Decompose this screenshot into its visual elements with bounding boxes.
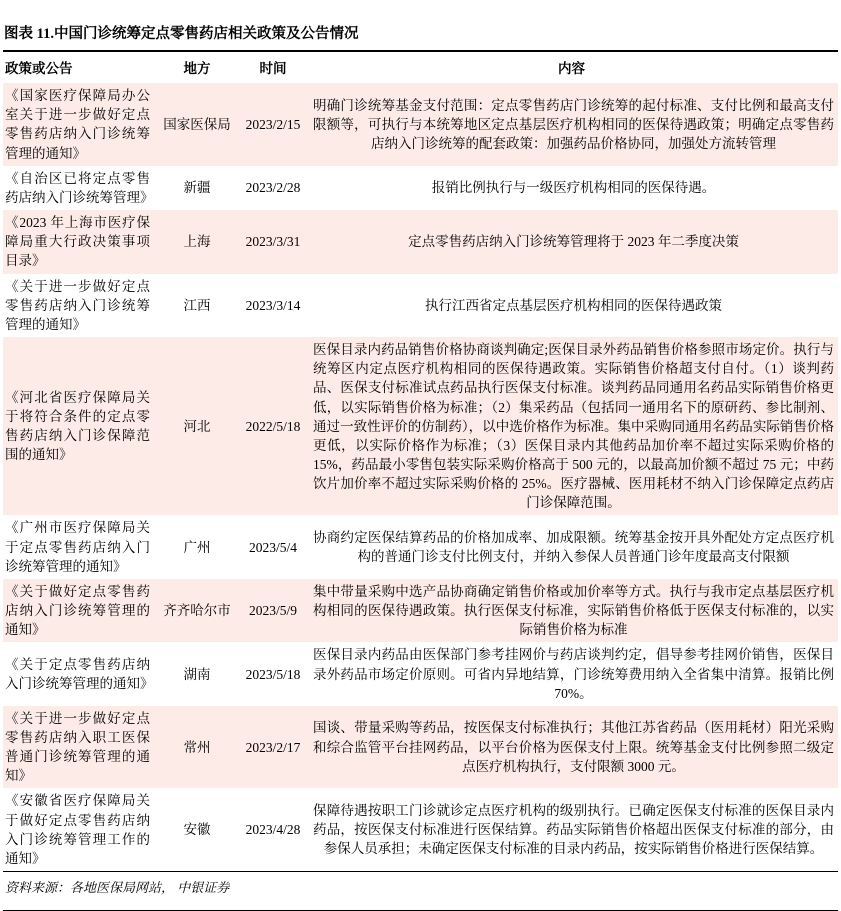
date-cell: 2023/5/18 — [245, 666, 301, 682]
table-row — [3, 788, 838, 871]
content-cell: 定点零售药店纳入门诊统筹管理将于 2023 年二季度决策 — [305, 210, 838, 273]
content-cell: 医保目录内药品由医保部门参考挂网价与药店谈判约定，倡导参考挂网价销售，医保目录外药品市场定价原则。可省内异地结算，门诊统筹费用纳入全省集中清算。报销比例 70%。 — [313, 647, 834, 701]
source-note: 资料来源：各地医保局网站， 中银证券 — [3, 871, 838, 910]
table-row — [3, 166, 838, 210]
region-cell: 广州 — [183, 539, 211, 555]
table-row — [3, 274, 838, 337]
column-header-date: 时间 — [259, 61, 287, 76]
content-cell: 报销比例执行与一级医疗机构相同的医保待遇。 — [431, 180, 716, 196]
date-cell: 2023/5/9 — [241, 579, 305, 642]
content-cell: 保障待遇按职工门诊就诊定点医疗机构的级别执行。已确定医保支付标准的医保目录内药品，按医保支付标准进行医保结算。药品实际销售价格超出医保支付标准的部分，由参保人员承担；未确定医保支付标准的目录内药品，按实际销售价格进行医保结算。 — [313, 803, 834, 857]
policy-cell: 《2023 年上海市医疗保障局重大行政决策事项目录》 — [3, 210, 153, 273]
policy-table — [3, 52, 838, 871]
table-row — [3, 515, 838, 578]
policy-cell: 《安徽省医疗保障局关于做好定点零售药店纳入门诊统筹管理工作的通知》 — [5, 793, 150, 866]
figure-title: 图表 11.中国门诊统筹定点零售药店相关政策及公告情况 — [3, 20, 838, 52]
date-cell: 2023/3/31 — [241, 210, 305, 273]
content-cell: 明确门诊统筹基金支付范围：定点零售药店门诊统筹的起付标准、支付比例和最高支付限额等，可执行与本统筹地区定点基层医疗机构相同的医保待遇政策；明确定点零售药店纳入门诊统筹的配套政策：加强药品价格协同，加强处方流转管理 — [305, 83, 838, 166]
column-header-policy: 政策或公告 — [5, 61, 73, 76]
content-cell: 国谈、带量采购等药品，按医保支付标准执行；其他江苏省药品（医用耗材）阳光采购和综合监管平台挂网药品，以平台价格为医保支付上限。统筹基金支付比例参照二级定点医疗机构执行，支付限额 3000 元。 — [305, 706, 838, 789]
date-cell: 2023/2/28 — [245, 180, 301, 196]
policy-cell: 《关于定点零售药店纳入门诊统筹管理的通知》 — [5, 656, 154, 692]
policy-cell: 《国家医疗保障局办公室关于进一步做好定点零售药店纳入门诊统筹管理的通知》 — [3, 83, 153, 166]
region-cell: 河北 — [153, 337, 241, 515]
column-header-region: 地方 — [183, 61, 211, 76]
policy-cell: 《关于做好定点零售药店纳入门诊统筹管理的通知》 — [3, 579, 153, 642]
content-cell: 执行江西省定点基层医疗机构相同的医保待遇政策 — [425, 297, 722, 313]
date-cell: 2023/3/14 — [245, 297, 301, 313]
date-cell: 2023/5/4 — [248, 539, 297, 555]
date-cell: 2023/2/15 — [241, 83, 305, 166]
table-row — [3, 642, 838, 705]
region-cell: 江西 — [183, 297, 211, 313]
region-cell: 齐齐哈尔市 — [153, 579, 241, 642]
content-cell: 集中带量采购中选产品协商确定销售价格或加价率等方式。执行与我市定点基层医疗机构相同的医保待遇政策。执行医保支付标准，实际销售价格低于医保支付标准的，以实际销售价格为标准 — [305, 579, 838, 642]
table-row — [3, 83, 838, 166]
policy-cell: 《自治区已将定点零售药店纳入门诊统筹管理》 — [5, 170, 154, 205]
policy-cell: 《关于进一步做好定点零售药店纳入门诊统筹管理的通知》 — [5, 278, 150, 332]
date-cell: 2022/5/18 — [241, 337, 305, 515]
table-row — [3, 210, 838, 273]
policy-cell: 《河北省医疗保障局关于将符合条件的定点零售药店纳入门诊保障范围的通知》 — [3, 337, 153, 515]
table-row — [3, 337, 838, 515]
content-cell: 协商约定医保结算药品的价格加成率、加成限额。统筹基金按开具外配处方定点医疗机构的普通门诊支付比例支付，并纳入参保人员普通门诊年度最高支付限额 — [313, 530, 834, 565]
date-cell: 2023/2/17 — [241, 706, 305, 789]
policy-cell: 《关于进一步做好定点零售药店纳入职工医保普通门诊统筹管理的通知》 — [3, 706, 153, 789]
table-header-row — [3, 52, 838, 83]
policy-cell: 《广州市医疗保障局关于定点零售药店纳入门诊统筹管理的通知》 — [5, 520, 150, 574]
region-cell: 湖南 — [183, 666, 211, 682]
region-cell: 国家医保局 — [153, 83, 241, 166]
content-cell: 医保目录内药品销售价格协商谈判确定;医保目录外药品销售价格参照市场定价。执行与统筹区内定点医疗机构相同的医保待遇政策。实际销售价格超支付自付。（1）谈判药品、医保支付标准试点药品执行医保支付标准。谈判药品同通用名药品实际销售价格更低，以实际销售价格为标准；（2）集采药品（包括同一通用名下的原研药、参比制剂、通过一致性评价的仿制药），以中选价格作为标准。集中采购同通用名药品实际销售价格更低，以实际价格作为标准；（3）医保目录内其他药品加价率不超过实际采购价格的 15%，药品最小零售包装实际采购价格高于 500 元的，以最高加价额不超过 75 元；中药饮片加价率不超过实际采购价格的 25%。医疗器械、医用耗材不纳入门诊保障定点药店门诊保障范围。 — [305, 337, 838, 515]
table-row — [3, 579, 838, 642]
region-cell: 新疆 — [183, 180, 211, 196]
region-cell: 上海 — [153, 210, 241, 273]
region-cell: 安徽 — [183, 822, 211, 838]
date-cell: 2023/4/28 — [245, 822, 301, 838]
region-cell: 常州 — [153, 706, 241, 789]
column-header-content: 内容 — [558, 61, 585, 76]
table-body — [3, 83, 838, 871]
table-row — [3, 706, 838, 789]
